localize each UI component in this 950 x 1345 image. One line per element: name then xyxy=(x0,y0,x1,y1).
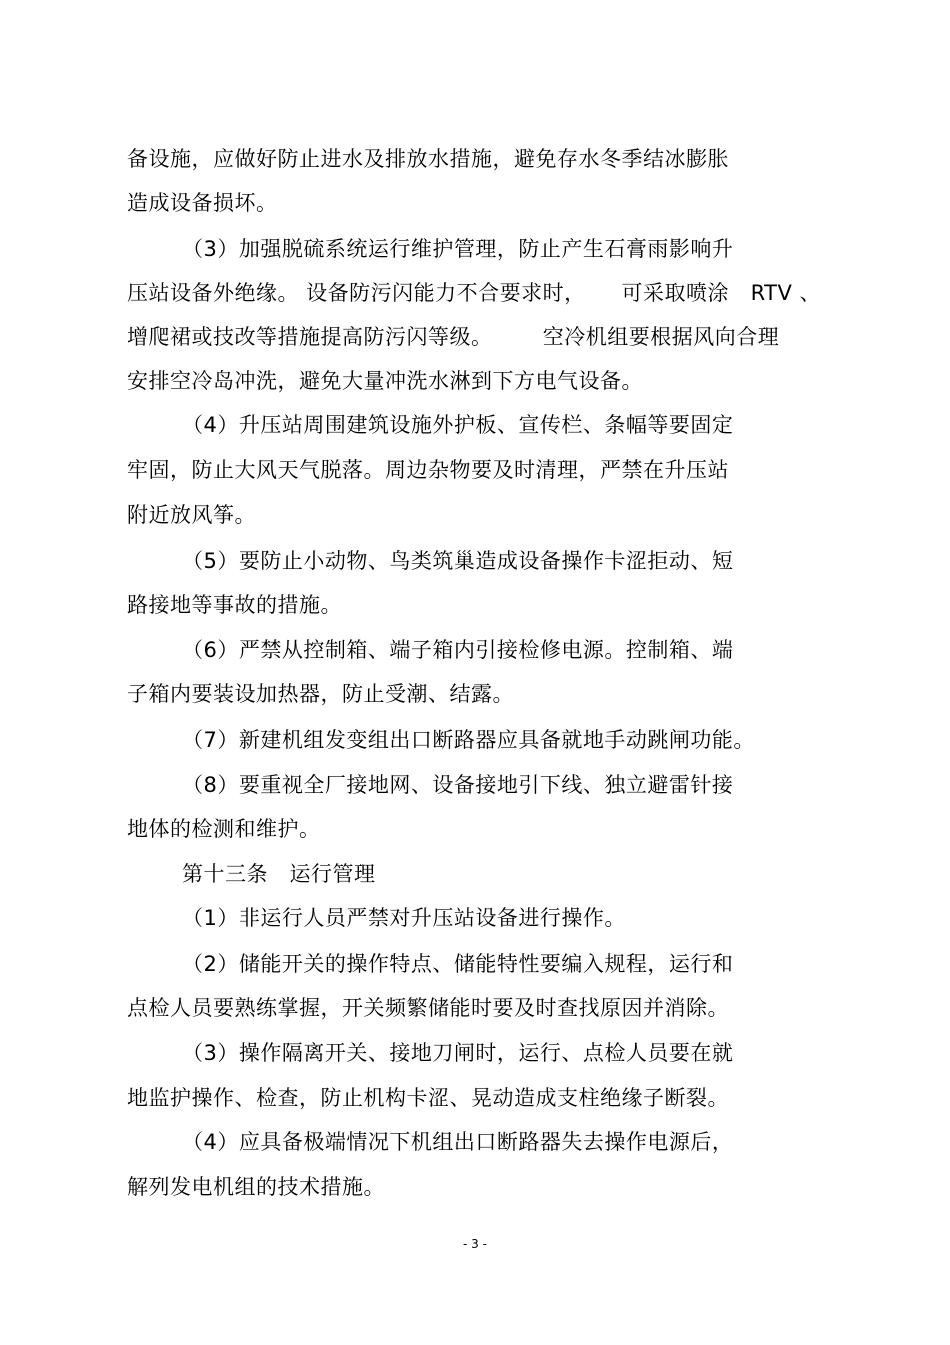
text-line: （1）非运行人员严禁对升压站设备进行操作。 xyxy=(182,906,626,930)
text-line: 子箱内要装设加热器，防止受潮、结露。 xyxy=(127,682,514,706)
text-line: （8）要重视全厂接地网、设备接地引下线、独立避雷针接 xyxy=(182,773,734,797)
text-line: （5）要防止小动物、鸟类筑巢造成设备操作卡涩拒动、短 xyxy=(182,549,734,573)
text-line: 点检人员要熟练掌握，开关频繁储能时要及时查找原因并消除。 xyxy=(127,996,729,1020)
text-line: 牢固，防止大风天气脱落。周边杂物要及时清理，严禁在升压站 xyxy=(127,458,729,482)
text-line: 附近放风筝。 xyxy=(127,503,256,527)
text-line: （4）升压站周围建筑设施外护板、宣传栏、条幅等要固定 xyxy=(182,413,734,437)
text-line: （6）严禁从控制箱、端子箱内引接检修电源。控制箱、端 xyxy=(182,638,734,662)
text-line: 安排空冷岛冲洗，避免大量冲洗水淋到下方电气设备。 xyxy=(127,369,643,393)
text-line: 地体的检测和维护。 xyxy=(127,817,321,841)
text-line: （3）加强脱硫系统运行维护管理，防止产生石膏雨影响升 xyxy=(182,237,734,261)
text-line: （3）操作隔离开关、接地刀闸时，运行、点检人员要在就 xyxy=(182,1041,734,1065)
text-line: 造成设备损坏。 xyxy=(127,191,278,215)
text-line: （7）新建机组发变组出口断路器应具备就地手动跳闸功能。 xyxy=(182,728,755,752)
text-line: 备设施，应做好防止进水及排放水措施，避免存水冬季结冰膨胀 xyxy=(127,147,729,171)
text-line: （2）储能开关的操作特点、储能特性要编入规程，运行和 xyxy=(182,952,734,976)
text-line: 压站设备外绝缘。 设备防污闪能力不合要求时， 可采取喷涂 RTV 、 xyxy=(127,281,822,305)
text-line: 路接地等事故的措施。 xyxy=(127,593,342,617)
text-line: 地监护操作、检查，防止机构卡涩、晃动造成支柱绝缘子断裂。 xyxy=(127,1086,729,1110)
text-line: （4）应具备极端情况下机组出口断路器失去操作电源后， xyxy=(182,1130,734,1154)
text-line: 增爬裙或技改等措施提高防污闪等级。 空冷机组要根据风向合理 xyxy=(127,325,780,349)
section-heading: 第十三条 运行管理 xyxy=(182,862,376,886)
page-number: - 3 - xyxy=(463,1237,487,1251)
text-line: 解列发电机组的技术措施。 xyxy=(127,1175,385,1199)
